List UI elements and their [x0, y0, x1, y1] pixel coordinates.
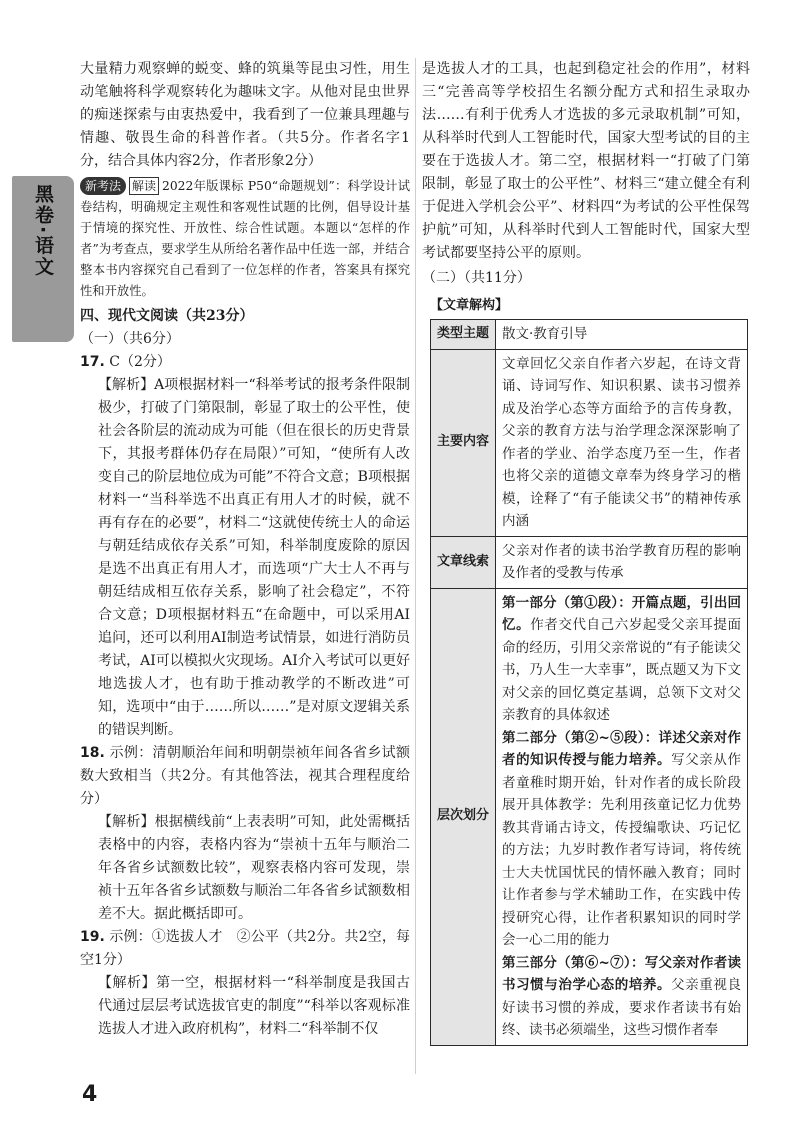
- essay-answer-tail: 大量精力观察蝉的蜕变、蜂的筑巢等昆虫习性，用生动笔触将科学观察转化为趣味文字。从他对昆虫世界的痴迷探索与由衷热爱中，我看到了一位兼具理趣与情趣、敬畏生命的科普作者。（共5分。作者名字1分，结合具体内容2分，作者形象2分）: [80, 61, 410, 169]
- subsection-heading: （一）（共6分）: [80, 331, 180, 347]
- side-tab: [12, 176, 74, 342]
- main-content-label: 主要内容: [431, 349, 496, 536]
- q19-answer: 19. 示例：①选拔人才 ②公平（共2分。共2空，每空1分）: [80, 929, 410, 968]
- q19-explanation-cont: 是选拔人才的工具，也起到稳定社会的作用”，材料三“完善高等学校招生名额分配方式和招生录取办法……有利于优秀人才选拔的多元录取机制”可知，从科举时代到人工智能时代，国家大型考试的目的主要在于选拔人才。第二空，根据材料一“打破了门第限制，彰显了取士的公平性”、材料三“建立健全有利于促进入学机会公平”、材料四“为考试的公平性保驾护航”可知，从科举时代到人工智能时代，国家大型考试都要坚持公平的原则。: [422, 61, 750, 261]
- q18-answer: 18. 示例：清朝顺治年间和明朝崇祯年间各省乡试额数大致相当（共2分。有其他答法，视其合理程度给分）: [80, 745, 411, 807]
- q18-explanation: 【解析】根据横线前“上表表明”可知，此处需概括表格中的内容，表格内容为“崇祯十五年与顺治二年各省乡试额数比较”，观察表格内容可发现，崇祯十五年各省乡试额数与顺治二年各省乡试额数相差不大。据此概括即可。: [98, 814, 410, 922]
- page-number: 4: [82, 1082, 98, 1107]
- exam-note: [80, 176, 410, 302]
- right-column: [422, 58, 750, 1046]
- side-tab-label: 黑卷·语文: [32, 184, 54, 278]
- part1-heading: 第一部分（第①段）：开篇点题，引出回忆。: [502, 594, 741, 633]
- q17-answer: 17. C（2分）: [80, 354, 171, 370]
- table-row: [431, 320, 748, 350]
- left-column: [80, 58, 410, 1041]
- part2-text: 写父亲从作者童稚时期开始，针对作者的成长阶段展开具体教学：先利用孩童记忆力优势教其背诵古诗文，传授编歌诀、巧记忆的方法；九岁时教作者写诗词，将传统士大夫忧国忧民的情怀融入教育；同时让作者参与学术辅助工作，在实践中传授研究心得，让作者积累知识的同时学会一心二用的能力: [502, 752, 741, 948]
- table-row: [431, 349, 748, 536]
- clue-label: 文章线索: [431, 536, 496, 588]
- q17-explanation: 【解析】A项根据材料一“科举考试的报考条件限制极少，打破了门第限制，彰显了取士的公平性，使社会各阶层的流动成为可能（但在很长的历史背景下，其报考群体仍存在局限）”可知，“使所有人改变自己的阶层地位成为可能”不符合文意；B项根据材料一“当科举选不出真正有用人才的时候，就不再有存在的必要”，材料二“这就使传统士人的命运与朝廷结成依存关系”可知，科举制度废除的原因是选不出真正有用人才，而选项“广大士人不再与朝廷结成相互依存关系，影响了社会稳定”，不符合文意；D项根据材料五“在命题中，可以采用AI追问，还可以利用AI制造考试情景，如进行消防员考试，AI可以模拟火灾现场。AI介入考试可以更好地选拔人才，也有助于推动教学的不断改进”可知，选项中“由于……所以……”是对原文逻辑关系的错误判断。: [98, 377, 410, 738]
- section-heading: 四、现代文阅读（共23分）: [80, 308, 254, 324]
- subsection-2-heading: （二）（共11分）: [422, 270, 531, 286]
- part2-heading: 第二部分（第②~⑤段）：详述父亲对作者的知识传授与能力培养。: [502, 729, 741, 768]
- column-divider: [415, 58, 416, 1074]
- level-label: 层次划分: [431, 588, 496, 1045]
- structure-title: 【文章解构】: [430, 298, 509, 313]
- part3-heading: 第三部分（第⑥~⑦）：写父亲对作者读书习惯与治学心态的培养。: [502, 954, 741, 993]
- table-row: [431, 536, 748, 588]
- explain-tag: 解读: [129, 177, 159, 195]
- exam-note-text: 2022年版课标 P50“命题规划”：科学设计试卷结构，明确规定主观性和客观性试题的比例，倡导设计基于情境的探究性、开放性、综合性试题。本题以“怎样的作者”为考查点，要求学生从所给名著作品中任选一部，并结合整本书内容探究自己看到了一位怎样的作者，答案具有探究性和开放性。: [80, 179, 410, 298]
- new-method-tag: 新考法: [80, 177, 126, 195]
- table-row: [431, 588, 748, 1045]
- main-content-value: 文章回忆父亲自作者六岁起，在诗文背诵、诗词写作、知识积累、读书习惯养成及治学心态等方面给予的言传身教，父亲的教育方法与治学理念深深影响了作者的学业、治学态度乃至一生，作者也将父亲的道德文章奉为终身学习的楷模，诠释了“有子能读父书”的精神传承内涵: [496, 349, 748, 536]
- structure-table: [430, 319, 748, 1046]
- level-value: [496, 588, 748, 1045]
- part1-text: 作者交代自己六岁起受父亲耳提面命的经历，引用父亲常说的“有子能读父书，乃人生一大幸事”，既点题又为下文对父亲的回忆奠定基调，总领下文对父亲教育的具体叙述: [502, 617, 741, 723]
- type-value: 散文·教育引导: [496, 320, 748, 350]
- clue-value: 父亲对作者的读书治学教育历程的影响及作者的受教与传承: [496, 536, 748, 588]
- part3-text: 父亲重视良好读书习惯的养成，要求作者读书有始终、读书必须端坐，这些习惯作者奉: [502, 977, 741, 1038]
- q19-explanation: 【解析】第一空，根据材料一“科举制度是我国古代通过层层考试选拔官吏的制度”“科举以客观标准选拔人才进入政府机构”，材料二“科举制不仅: [98, 975, 410, 1037]
- type-label: 类型主题: [431, 320, 496, 350]
